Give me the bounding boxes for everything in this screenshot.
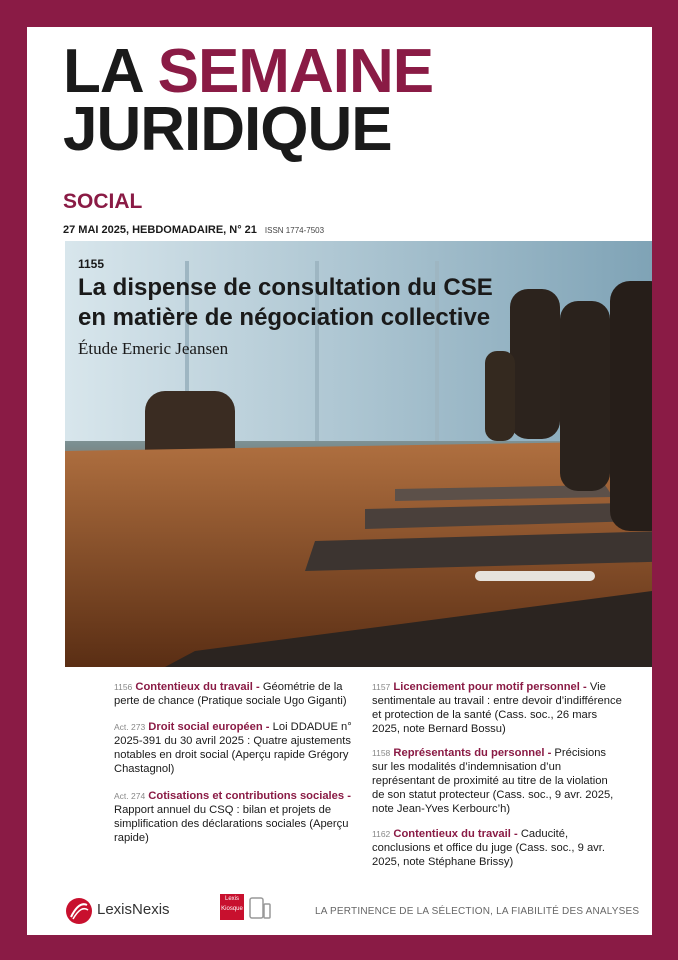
toc-number: 1157	[372, 682, 391, 692]
kiosque-icon[interactable]: Lexis Kiosque	[220, 894, 244, 920]
toc-item[interactable]	[372, 827, 622, 869]
phone-icon	[264, 904, 270, 918]
toc-number: Act. 274	[114, 791, 146, 801]
toc-heading: Contentieux du travail -	[135, 681, 260, 693]
section-label: SOCIAL	[63, 190, 143, 213]
masthead-juridique: JURIDIQUE	[63, 95, 392, 164]
toc-item[interactable]	[372, 680, 622, 736]
feature-number: 1155	[78, 257, 105, 271]
toc-item[interactable]	[114, 789, 359, 845]
toc-number: 1162	[372, 829, 391, 839]
feature-author: Étude Emeric Jeansen	[78, 339, 229, 358]
feature-title	[78, 273, 598, 333]
toc-heading: Cotisations et contributions sociales -	[148, 790, 351, 802]
toc-item[interactable]	[114, 720, 359, 776]
toc-number: Act. 273	[114, 722, 146, 732]
cover-page	[27, 27, 652, 935]
masthead-semaine: SEMAINE	[157, 37, 434, 106]
toc-heading: Représentants du personnel -	[393, 747, 552, 759]
tagline: LA PERTINENCE DE LA SÉLECTION, LA FIABILITÉ DES ANALYSES	[315, 906, 640, 917]
toc-number: 1158	[372, 748, 391, 758]
toc-body: Précisions sur les modalités d’indemnisation d’un représentant de proximité au titre de la violation de son statut protecteur (Cass. soc., 9 avr. 2025, note Jean-Yves Kerbourc’h)	[372, 747, 614, 815]
toc-body: Géométrie de la perte de chance (Pratique sociale Ugo Giganti)	[114, 681, 347, 707]
feature-title-line: en matière de négociation collective	[78, 304, 491, 331]
issue-date: 27 MAI 2025, HEBDOMADAIRE, N° 21	[63, 224, 257, 236]
tablet-icon	[249, 897, 271, 919]
toc-body: Loi DDADUE n° 2025-391 du 30 avril 2025 : Quatre ajustements notables en droit social (Aperçu rapide Grégory Chastagnol)	[114, 721, 352, 775]
toc-item[interactable]	[372, 746, 622, 816]
feature-title-line: La dispense de consultation du CSE	[78, 274, 493, 301]
masthead	[63, 37, 434, 164]
toc-heading: Contentieux du travail -	[393, 828, 518, 840]
toc-number: 1156	[114, 682, 133, 692]
lexisnexis-logo-icon	[65, 897, 93, 925]
publisher-name: LexisNexis	[97, 901, 170, 918]
toc-body: Caducité, conclusions et office du juge (Cass. soc., 9 avr. 2025, note Stéphane Brissy)	[372, 828, 605, 868]
toc-item[interactable]	[114, 680, 359, 708]
feature-article[interactable]	[78, 257, 598, 359]
issue-info	[63, 224, 324, 236]
masthead-la: LA	[63, 37, 142, 106]
toc-heading: Droit social européen -	[148, 721, 270, 733]
toc-body: Vie sentimentale au travail : entre devoir d’indifférence et protection de la santé (Cass. soc., 26 mars 2025, note Bernard Bossu)	[372, 681, 622, 735]
issn: ISSN 1774-7503	[264, 226, 325, 235]
toc-heading: Licenciement pour motif personnel -	[393, 681, 587, 693]
toc-body: Rapport annuel du CSQ : bilan et projets de simplification des déclarations sociales (Aperçu rapide)	[114, 804, 349, 844]
